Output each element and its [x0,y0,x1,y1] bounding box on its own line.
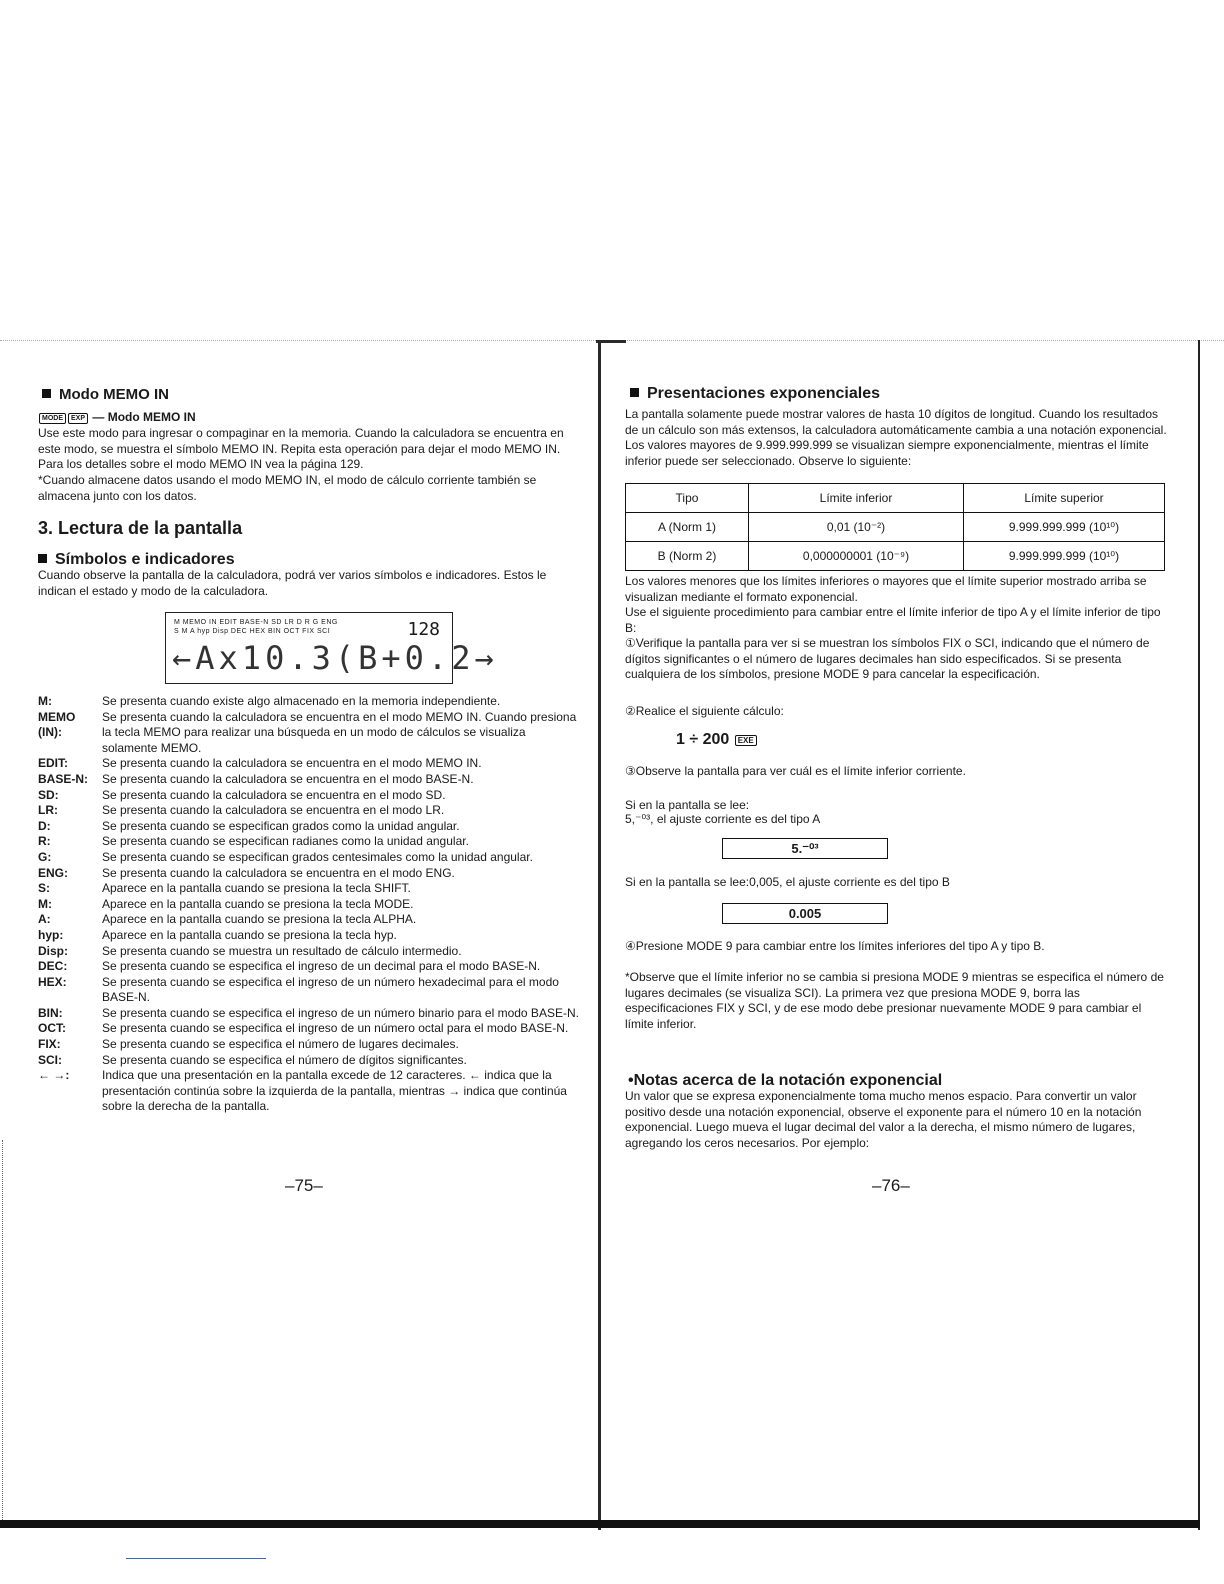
table-header-lower: Límite inferior [749,484,964,513]
display-box-type-b: 0.005 [722,903,888,924]
definition-term: ← →: [38,1068,70,1083]
table-header-upper: Límite superior [964,484,1165,513]
lcd-indicator-row-1: M MEMO IN EDIT BASE-N SD LR D R G ENG [174,619,338,626]
exp-key-icon: EXP [68,413,88,424]
exponential-note: *Observe que el límite inferior no se cambia si presiona MODE 9 mientras se especifica el número de lugares decimales (se visualiza SCI). La primera vez que presiona MODE 9, borra las especificaciones FIX y SCI, y de ese modo debe presionar nuevamente MODE 9 para cambiar el límite inferior. [625,970,1164,1031]
definition-row [38,912,583,928]
definition-row [38,897,583,913]
definition-term: MEMO (IN): [38,709,76,740]
definition-row [38,756,583,772]
definition-row [38,803,583,819]
table-row [626,542,1165,571]
definition-term: D: [38,818,51,833]
mode-key-icon: MODE [39,413,66,424]
memo-subtitle: MODE EXP — Modo MEMO IN [38,410,196,426]
definition-row [38,819,583,835]
page-number-75: –75– [285,1176,323,1195]
definition-description: Se presenta cuando se especifica el ingreso de un decimal para el modo BASE-N. [102,959,541,974]
symbols-section-title: Símbolos e indicadores [38,551,235,569]
table-cell: 0,000000001 (10⁻⁹) [749,542,964,571]
definition-row [38,772,583,788]
limits-table [625,483,1165,571]
table-header-tipo: Tipo [626,484,749,513]
definition-description: Aparece en la pantalla cuando se presiona la tecla ALPHA. [102,912,417,927]
exponential-section-title: Presentaciones exponenciales [630,385,880,403]
definition-description: Se presenta cuando se especifica el ingreso de un número hexadecimal para el modo BASE-N. [102,974,559,1005]
case-b-text: Si en la pantalla se lee:0,005, el ajuste corriente es del tipo B [625,875,950,889]
square-bullet-icon [38,554,47,563]
definition-row [38,1006,583,1022]
definition-row [38,694,583,710]
definition-term: EDIT: [38,756,68,771]
table-cell: B (Norm 2) [626,542,749,571]
definition-description: Se presenta cuando se especifica el ingreso de un número octal para el modo BASE-N. [102,1021,569,1036]
table-cell: 9.999.999.999 (10¹⁰) [964,513,1165,542]
definition-term: OCT: [38,1021,66,1036]
page-number-76: –76– [872,1176,910,1195]
definition-term: S: [38,881,50,896]
definition-term: M: [38,896,52,911]
case-a-text: 5,⁻⁰³, el ajuste corriente es del tipo A [625,812,821,826]
definition-term: HEX: [38,974,67,989]
definition-row [38,1068,583,1115]
definition-description: Se presenta cuando se especifica el número de dígitos significantes. [102,1052,467,1067]
step-3: ③Observe la pantalla para ver cuál es el límite inferior corriente. [625,764,966,778]
page-75 [0,0,600,1530]
square-bullet-icon [630,388,639,397]
table-cell: A (Norm 1) [626,513,749,542]
square-bullet-icon [42,389,51,398]
definition-row [38,1053,583,1069]
memo-body: Use este modo para ingresar o compaginar en la memoria. Cuando la calculadora se encuentra en este modo, se muestra el símbolo MEMO IN. Repita esta operación para dejar el modo MEMO IN. Para los detalles sobre el modo MEMO IN vea la página 129. [38,426,564,471]
definition-term: M: [38,694,52,708]
after-table-text: Los valores menores que los límites inferiores o mayores que el límite superior mostrado arriba se visualizan mediante el formato exponencial. [625,574,1147,604]
definition-row [38,975,583,1006]
table-row [626,513,1165,542]
case-a-intro: Si en la pantalla se lee: [625,798,750,812]
procedure-intro: Use el siguiente procedimiento para cambiar entre el límite inferior de tipo A y el límite inferior de tipo B: [625,605,1161,635]
definition-term: DEC: [38,959,68,974]
step-4: ④Presione MODE 9 para cambiar entre los límites inferiores del tipo A y tipo B. [625,939,1045,953]
step-1: ①Verifique la pantalla para ver si se muestran los símbolos FIX o SCI, indicando que el número de dígitos significantes o el número de lugares decimales han sido especificados. Si se presenta cualquiera de los símbolos, presione MODE 9 para cancelar la especificación. [625,636,1150,681]
definition-description: Se presenta cuando se especifican grados centesimales como la unidad angular. [102,849,533,864]
definition-row [38,850,583,866]
definition-description: Aparece en la pantalla cuando se presiona la tecla SHIFT. [102,881,411,896]
definition-description: Se presenta cuando la calculadora se encuentra en el modo SD. [102,787,446,802]
exponential-intro: La pantalla solamente puede mostrar valores de hasta 10 dígitos de longitud. Cuando los resultados de un cálculo son más extensos, la calculadora automáticamente cambia a una notación exponencial. Los valores mayores de 9.999.999.999 se visualizan siempre exponencialmente, mientras el límite inferior puede ser seleccionado. Observe lo siguiente: [625,407,1167,468]
definition-description: Se presenta cuando se especifican radianes como la unidad angular. [102,834,469,849]
definition-term: R: [38,834,51,849]
table-header-row [626,484,1165,513]
definition-row [38,959,583,975]
calculation-example: 1 ÷ 200 EXE [676,732,758,748]
symbols-intro: Cuando observe la pantalla de la calculadora, podrá ver varios símbolos e indicadores. Estos le indican el estado y modo de la calculadora. [38,568,547,598]
notes-body: Un valor que se expresa exponencialmente toma mucho menos espacio. Para convertir un valor positivo desde una notación exponencial, observe el exponente para el número 10 en la notación exponencial. Luego mueva el lugar decimal del valor a la derecha, el mismo número de lugares, agregando los ceros necesarios. Por ejemplo: [625,1089,1142,1150]
lcd-step-number: 128 [407,619,440,640]
memo-note: *Cuando almacene datos usando el modo MEMO IN, el modo de cálculo corriente también se almacena junto con los datos. [38,473,537,503]
exe-key-icon: EXE [735,735,757,746]
table-cell: 0,01 (10⁻²) [749,513,964,542]
definition-description: Se presenta cuando la calculadora se encuentra en el modo MEMO IN. [102,756,482,771]
definition-term: A: [38,912,51,927]
definition-description: Aparece en la pantalla cuando se presiona la tecla MODE. [102,896,414,911]
notes-title: •Notas acerca de la notación exponencial [628,1072,943,1089]
definition-row [38,928,583,944]
definition-row [38,1021,583,1037]
table-cell: 9.999.999.999 (10¹⁰) [964,542,1165,571]
definition-row [38,866,583,882]
definition-description: Se presenta cuando se especifica el número de lugares decimales. [102,1037,459,1052]
definition-row [38,1037,583,1053]
definition-row [38,788,583,804]
definition-term: hyp: [38,927,64,942]
definition-description: Se presenta cuando la calculadora se encuentra en el modo BASE-N. [102,771,474,786]
definition-term: G: [38,849,52,864]
definition-description: Se presenta cuando se muestra un resultado de cálculo intermedio. [102,943,462,958]
symbol-definitions-list [38,694,583,1115]
definition-row [38,710,583,757]
definition-term: BASE-N: [38,771,88,786]
definition-row [38,881,583,897]
display-box-type-a: 5.⁻⁰³ [722,838,888,859]
definition-term: FIX: [38,1037,61,1052]
definition-row [38,834,583,850]
step-2: ②Realice el siguiente cálculo: [625,704,784,718]
definition-description: Se presenta cuando se especifican grados como la unidad angular. [102,818,460,833]
footer-underline [126,1558,266,1559]
definition-description: Aparece en la pantalla cuando se presiona la tecla hyp. [102,927,397,942]
definition-term: ENG: [38,865,68,880]
definition-term: SCI: [38,1052,62,1067]
definition-term: BIN: [38,1005,63,1020]
chapter-title: 3. Lectura de la pantalla [38,518,243,538]
definition-description: Se presenta cuando la calculadora se encuentra en el modo MEMO IN. Cuando presiona la tecla MEMO para realizar una búsqueda en un modo de cálculos se visualiza solamente MEMO. [102,709,577,755]
definition-description: Indica que una presentación en la pantalla excede de 12 caracteres. ← indica que la presentación continúa sobre la izquierda de la pantalla, mientras → indica que continúa sobre la derecha de la pantalla. [102,1068,567,1114]
lcd-indicator-row-2: S M A hyp Disp DEC HEX BIN OCT FIX SCI [174,628,331,635]
definition-row [38,944,583,960]
definition-description: Se presenta cuando la calculadora se encuentra en el modo LR. [102,803,445,818]
lcd-display-illustration [165,612,498,684]
definition-term: LR: [38,803,58,818]
memo-section-title: Modo MEMO IN [42,386,169,403]
definition-description: Se presenta cuando la calculadora se encuentra en el modo ENG. [102,865,455,880]
definition-description: Se presenta cuando existe algo almacenado en la memoria independiente. [102,694,501,708]
definition-description: Se presenta cuando se especifica el ingreso de un número binario para el modo BASE-N. [102,1005,579,1020]
definition-term: Disp: [38,943,68,958]
lcd-main-readout: ←Ax10.3(B+0.2→ [172,639,498,677]
definition-term: SD: [38,787,59,802]
